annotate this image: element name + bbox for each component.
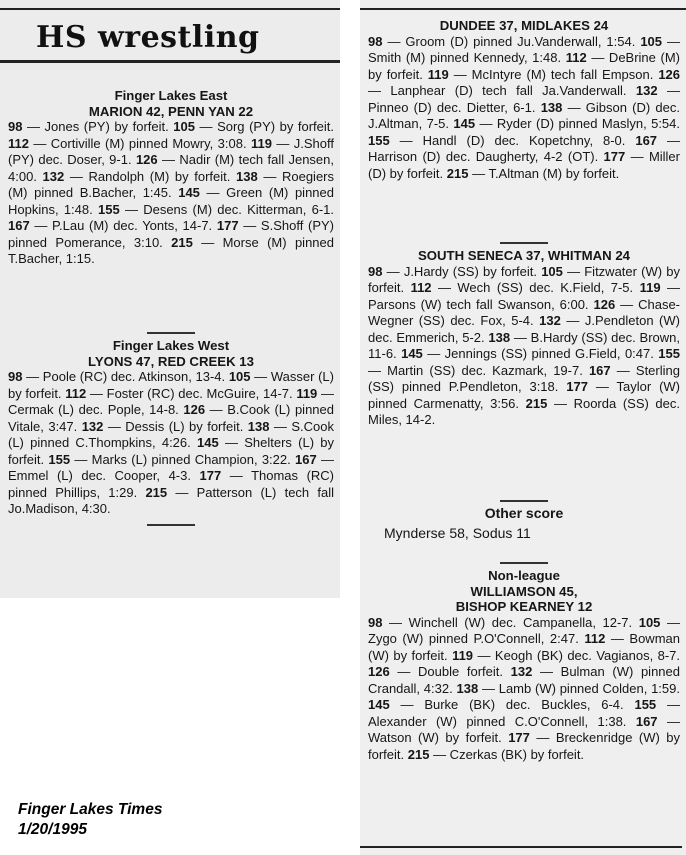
match-score: BISHOP KEARNEY 12	[455, 599, 593, 615]
bout-result: — Patterson (L) tech fall Jo.Madison, 4:30.	[8, 484, 334, 517]
weight-class: 138	[247, 418, 270, 434]
section-separator	[500, 242, 548, 244]
weight-class: 155	[634, 697, 657, 713]
bout-result: — Sterling (SS) pinned P.Pendleton, 3:18.	[368, 362, 680, 395]
weight-class: 167	[8, 218, 30, 234]
bout-result: — Miller (D) by forfeit.	[368, 149, 680, 181]
bout-result: — B.Cook (L) pinned Vitale, 3:47.	[8, 402, 334, 434]
weight-class: 167	[635, 713, 658, 729]
top-rule	[0, 8, 340, 10]
weight-class: 138	[488, 329, 511, 345]
bout-result: — Alexander (W) pinned C.O'Connell, 1:38.	[368, 697, 680, 729]
match-results	[368, 615, 680, 764]
match-score: MARION 42, PENN YAN 22	[88, 103, 254, 119]
non-league-block	[368, 556, 680, 763]
bout-result: — Poole (RC) dec. Atkinson, 13-4.	[22, 369, 229, 385]
bout-result: — Chase-Wegner (SS) dec. Fox, 5-4.	[368, 296, 681, 329]
bout-result: — Roegiers (M) pinned B.Bacher, 1:45.	[8, 168, 334, 201]
weight-class: 126	[135, 152, 158, 168]
publication-date: 1/20/1995	[18, 821, 87, 838]
bout-result: — Sorg (PY) by forfeit.	[194, 119, 335, 135]
bout-result: — Handl (D) dec. Kopetchny, 8-0.	[389, 132, 636, 148]
bout-result: — DeBrine (M) by forfeit.	[368, 50, 680, 82]
left-column-clipping	[0, 0, 340, 598]
bout-result: — Cermak (L) dec. Pople, 14-8.	[8, 385, 334, 418]
bout-result: — Groom (D) pinned Ju.Vanderwall, 1:54.	[382, 33, 641, 49]
right-column-clipping	[360, 0, 686, 855]
weight-class: 177	[199, 468, 222, 484]
section-separator	[500, 562, 548, 564]
section-heading: Non-league	[488, 568, 560, 583]
bout-result: — Ryder (D) pinned Maslyn, 5:54.	[475, 116, 681, 132]
bout-result: — Burke (BK) dec. Buckles, 6-4.	[389, 697, 635, 713]
weight-class: 167	[635, 132, 658, 148]
weight-class: 215	[145, 484, 168, 500]
bout-result: — Keogh (BK) dec. Vagianos, 8-7.	[473, 647, 681, 663]
league-heading: Finger Lakes West	[112, 338, 230, 353]
finger-lakes-east-block	[8, 88, 334, 268]
bout-result: — P.Lau (M) dec. Yonts, 14-7.	[29, 218, 217, 234]
bout-result: — J.Hardy (SS) by forfeit.	[382, 263, 542, 279]
weight-class: 132	[539, 313, 561, 329]
weight-class: 132	[510, 664, 533, 680]
bout-result: — Randolph (M) by forfeit.	[64, 168, 237, 184]
bout-result: — Wech (SS) dec. K.Field, 7-5.	[431, 280, 640, 296]
bout-result: — Lamb (W) pinned Colden, 1:59.	[478, 680, 680, 696]
weight-class: 119	[639, 280, 661, 296]
weight-class: 126	[593, 296, 616, 312]
weight-class: 167	[295, 451, 317, 467]
match-score: LYONS 47, RED CREEK 13	[88, 353, 254, 369]
weight-class: 126	[658, 66, 681, 82]
bout-result: — Thomas (RC) pinned Phillips, 1:29.	[8, 468, 335, 500]
bout-result: — Pinneo (D) dec. Dietter, 6-1.	[368, 83, 680, 115]
weight-class: 177	[566, 379, 588, 395]
bout-result: — Parsons (W) tech fall Swanson, 6:00.	[368, 280, 680, 312]
match-results	[8, 119, 334, 268]
top-rule	[360, 8, 686, 10]
bout-result: — Green (M) pinned Hopkins, 1:48.	[8, 185, 334, 217]
publication-name: Finger Lakes Times	[18, 801, 163, 818]
bout-result: — T.Altman (M) by forfeit.	[468, 165, 620, 181]
weight-class: 145	[453, 116, 476, 132]
bout-result: — Jones (PY) by forfeit.	[22, 119, 174, 135]
league-heading: Finger Lakes East	[114, 88, 228, 103]
weight-class: 132	[635, 83, 658, 99]
section-separator	[147, 524, 195, 526]
weight-class: 167	[588, 362, 611, 378]
weight-class: 132	[81, 418, 104, 434]
weight-class: 215	[525, 395, 548, 411]
bout-result: — Bulman (W) pinned Crandall, 4:32.	[368, 664, 680, 696]
section-separator	[500, 500, 548, 502]
weight-class: 177	[216, 218, 239, 234]
south-seneca-block	[368, 236, 680, 429]
other-score-line: Mynderse 58, Sodus 11	[384, 524, 531, 541]
bout-result: — Watson (W) by forfeit.	[368, 713, 680, 746]
bout-result: — Wasser (L) by forfeit.	[8, 369, 334, 401]
bout-result: — Gibson (D) dec. J.Altman, 7-5.	[368, 99, 680, 132]
weight-class: 105	[640, 33, 663, 49]
bout-result: — Czerkas (BK) by forfeit.	[429, 746, 585, 762]
bout-result: — Double forfeit.	[389, 664, 511, 680]
weight-class: 119	[250, 135, 272, 151]
bout-result: — Fitzwater (W) by forfeit.	[368, 263, 680, 296]
other-score-block	[368, 494, 680, 542]
weight-class: 145	[368, 697, 390, 713]
bout-result: — S.Cook (L) pinned C.Thompkins, 4:26.	[8, 418, 334, 451]
weight-class: 119	[427, 66, 449, 82]
bout-result: — S.Shoff (PY) pinned Pomerance, 3:10.	[8, 218, 334, 250]
weight-class: 98	[8, 119, 23, 135]
finger-lakes-west-block	[8, 326, 334, 530]
match-results	[368, 264, 680, 429]
weight-class: 126	[183, 402, 206, 418]
bout-result: — Emmel (L) dec. Cooper, 4-3.	[8, 451, 334, 484]
weight-class: 215	[407, 746, 430, 762]
weight-class: 119	[452, 647, 474, 663]
bout-result: — Winchell (W) dec. Campanella, 12-7.	[382, 614, 639, 630]
bout-result: — Taylor (W) pinned Carmenatty, 3:56.	[368, 379, 680, 411]
weight-class: 132	[42, 168, 65, 184]
bout-result: — Smith (M) pinned Kennedy, 1:48.	[368, 33, 680, 66]
bout-result: — Shelters (L) by forfeit.	[8, 435, 334, 467]
weight-class: 112	[584, 631, 606, 647]
masthead-title: HS wrestling	[36, 20, 260, 55]
masthead-rule	[0, 60, 340, 63]
bout-result: — Zygo (W) pinned P.O'Connell, 2:47.	[368, 614, 680, 647]
match-score: WILLIAMSON 45,	[470, 583, 578, 599]
bout-result: — Desens (M) dec. Kitterman, 6-1.	[119, 201, 334, 217]
weight-class: 98	[368, 33, 383, 49]
weight-class: 138	[540, 99, 563, 115]
match-score: SOUTH SENECA 37, WHITMAN 24	[417, 248, 630, 263]
weight-class: 126	[368, 664, 390, 680]
weight-class: 105	[541, 263, 563, 279]
bottom-rule	[360, 846, 682, 848]
weight-class: 155	[98, 201, 120, 217]
section-heading: Other score	[484, 505, 564, 521]
bout-result: — Cortiville (M) pinned Mowry, 3:08.	[28, 135, 251, 151]
bout-result: — Dessis (L) by forfeit.	[103, 418, 248, 434]
bout-result: — Breckenridge (W) by forfeit.	[368, 730, 680, 762]
weight-class: 145	[178, 185, 200, 201]
bout-result: — J.Pendleton (W) dec. Emmerich, 5-2.	[368, 313, 680, 345]
bout-result: — Martin (SS) dec. Kazmark, 19-7.	[368, 362, 589, 378]
bout-result: — McIntyre (M) tech fall Empson.	[448, 66, 659, 82]
bout-result: — Harrison (D) dec. Daugherty, 4-2 (OT).	[368, 132, 680, 165]
weight-class: 98	[8, 369, 23, 385]
weight-class: 145	[197, 435, 219, 451]
bout-result: — Nadir (M) tech fall Jensen, 4:00.	[8, 152, 334, 184]
section-separator	[147, 332, 195, 334]
weight-class: 105	[638, 614, 661, 630]
match-score: DUNDEE 37, MIDLAKES 24	[439, 18, 609, 33]
weight-class: 138	[236, 168, 258, 184]
bout-result: — Roorda (SS) dec. Miles, 14-2.	[368, 395, 681, 428]
weight-class: 215	[171, 234, 193, 250]
weight-class: 112	[65, 385, 87, 401]
source-caption	[18, 800, 162, 840]
bout-result: — Jennings (SS) pinned G.Field, 0:47.	[422, 346, 659, 362]
match-results	[368, 34, 680, 183]
weight-class: 112	[8, 135, 29, 151]
weight-class: 98	[368, 614, 383, 630]
bout-result: — Bowman (W) by forfeit.	[368, 631, 680, 663]
match-results	[8, 369, 334, 518]
bout-result: — Morse (M) pinned T.Bacher, 1:15.	[8, 234, 334, 267]
bout-result: — Foster (RC) dec. McGuire, 14-7.	[86, 385, 297, 401]
bout-result: — Lanphear (D) tech fall Ja.Vanderwall.	[368, 83, 636, 99]
weight-class: 98	[368, 263, 383, 279]
weight-class: 155	[368, 132, 390, 148]
weight-class: 177	[508, 730, 530, 746]
weight-class: 112	[565, 50, 587, 66]
bout-result: — Marks (L) pinned Champion, 3:22.	[70, 451, 296, 467]
weight-class: 138	[456, 680, 479, 696]
weight-class: 112	[410, 280, 432, 296]
weight-class: 215	[446, 165, 469, 181]
weight-class: 145	[401, 346, 423, 362]
weight-class: 155	[48, 451, 71, 467]
weight-class: 105	[173, 119, 195, 135]
dundee-block	[368, 18, 680, 182]
weight-class: 155	[658, 346, 680, 362]
bout-result: — J.Shoff (PY) dec. Doser, 9-1.	[8, 135, 334, 168]
bout-result: — B.Hardy (SS) dec. Brown, 11-6.	[368, 329, 680, 362]
weight-class: 119	[296, 385, 318, 401]
weight-class: 177	[603, 149, 626, 165]
weight-class: 105	[228, 369, 251, 385]
